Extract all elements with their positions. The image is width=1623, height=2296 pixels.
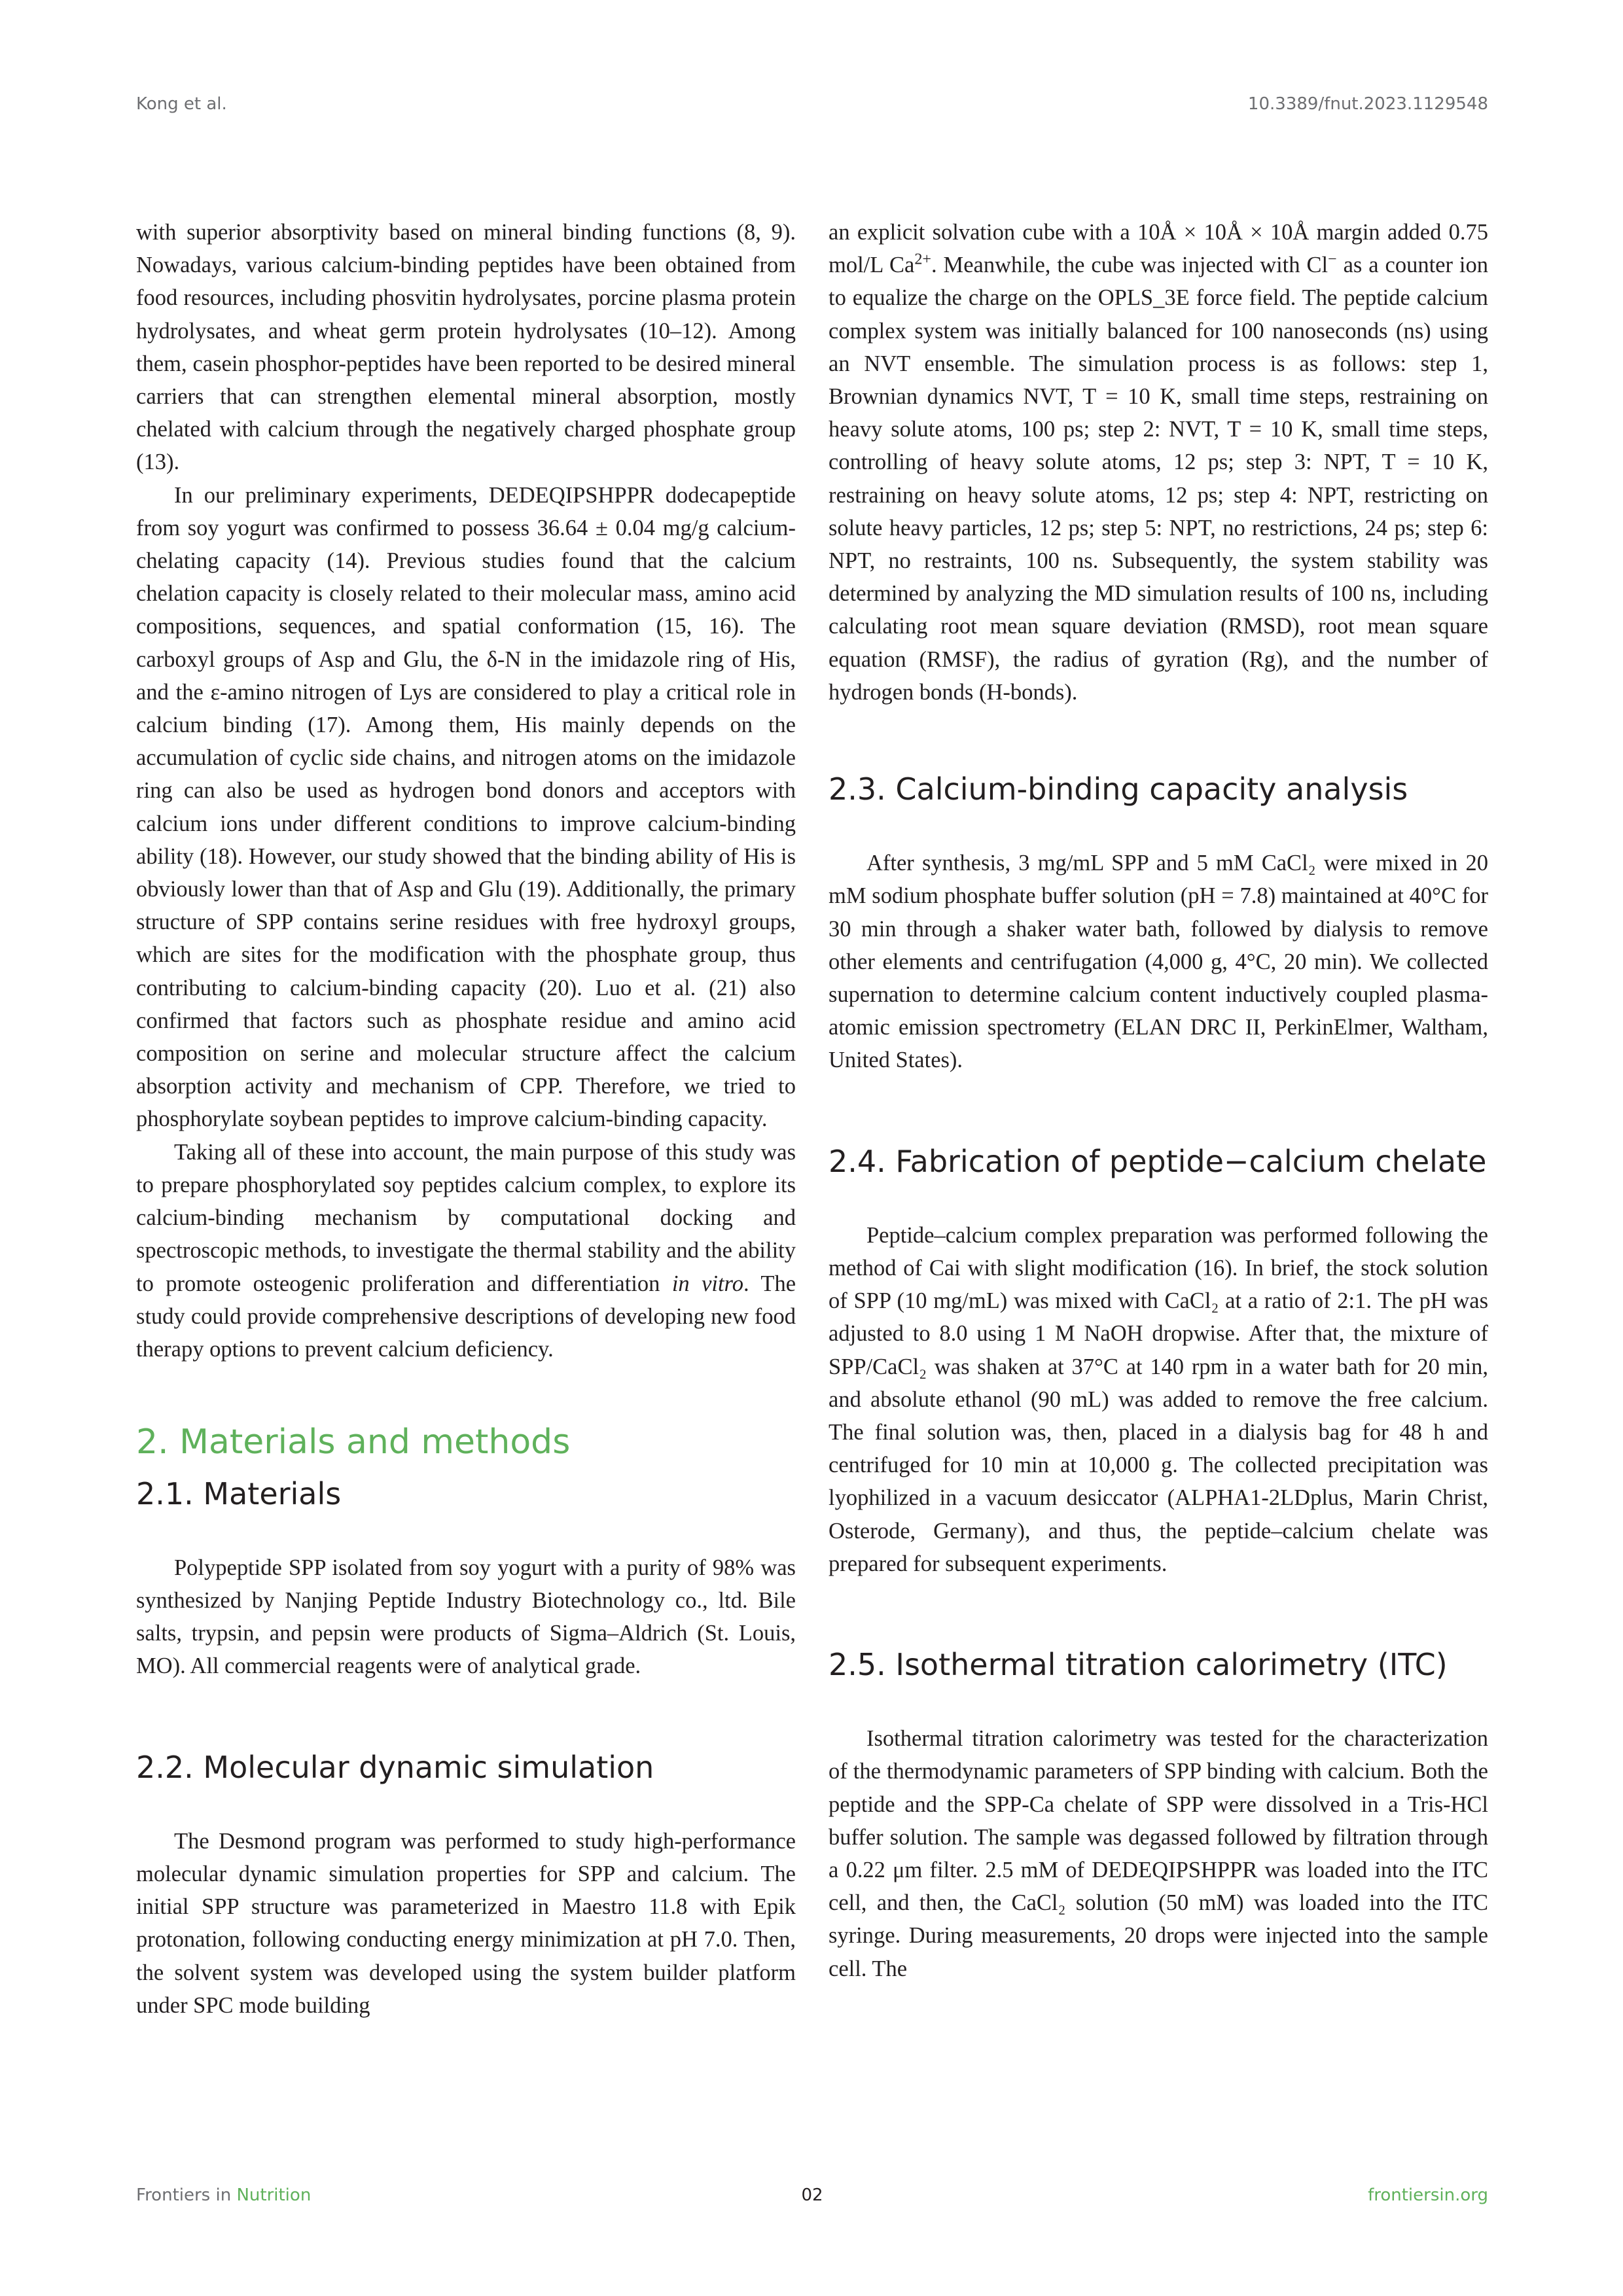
paragraph-2-3: After synthesis, 3 mg/mL SPP and 5 mM CaCl₂ were mixed in 20 mM sodium phosphate buffer solution (pH = 7.8) maintained at 40°C for 30 min through a shaker water bath, followed by dialysis to remove other elements and centrifugation (4,000 g, 4°C, 20 min). We collected supernation to determine calcium content inductively coupled plasma-atomic emission spectrometry (ELAN DRC II, PerkinElmer, Waltham, United States). xyxy=(829,851,1488,1073)
paragraph-2-1: Polypeptide SPP isolated from soy yogurt with a purity of 98% was synthesized by Nanjing Peptide Industry Biotechnology co., ltd. Bile salts, trypsin, and pepsin were products of Sigma–Aldrich (St. Louis, MO). All commercial reagents were of analytical grade. xyxy=(136,1555,796,1679)
running-footer xyxy=(136,2185,1488,2205)
subsection-heading-2-5: 2.5. Isothermal titration calorimetry (ITC) xyxy=(829,1647,1448,1683)
footer-journal-name: Nutrition xyxy=(236,2185,312,2205)
intro-paragraph-2: In our preliminary experiments, DEDEQIPSHPPR dodecapeptide from soy yogurt was confirmed to possess 36.64 ± 0.04 mg/g calcium-chelating capacity (14). Previous studies found that the calcium chelation capacity is closely related to their molecular mass, amino acid compositions, sequences, and spatial conformation (15, 16). The carboxyl groups of Asp and Glu, the δ-N in the imidazole ring of His, and the ε-amino nitrogen of Lys are considered to play a critical role in calcium binding (17). Among them, His mainly depends on the accumulation of cyclic side chains, and nitrogen atoms on the imidazole ring can also be used as hydrogen bond donors and acceptors with calcium ions under different conditions to improve calcium-binding ability (18). However, our study showed that the binding ability of His is obviously lower than that of Asp and Glu (19). Additionally, the primary structure of SPP contains serine residues with free hydroxyl groups, which are sites for the modification with the phosphate group, thus contributing to calcium-binding capacity (20). Luo et al. (21) also confirmed that factors such as phosphate residue and amino acid composition on serine and molecular structure affect the calcium absorption activity and mechanism of CPP. Therefore, we tried to phosphorylate soybean peptides to improve calcium-binding capacity. xyxy=(136,482,796,1132)
right-column xyxy=(829,216,1488,1985)
subsection-heading-2-2: 2.2. Molecular dynamic simulation xyxy=(136,1749,654,1785)
paragraph-2-5: Isothermal titration calorimetry was tested for the characterization of the thermodynamic parameters of SPP binding with calcium. Both the peptide and the SPP-Ca chelate of SPP were dissolved in a Tris-HCl buffer solution. The sample was degassed followed by filtration through a 0.22 μm filter. 2.5 mM of DEDEQIPSHPPR was loaded into the ITC cell, and then, the CaCl₂ solution (50 mM) was loaded into the ITC syringe. During measurements, 20 drops were injected into the sample cell. The xyxy=(829,1726,1488,1981)
header-doi: 10.3389/fnut.2023.1129548 xyxy=(1247,94,1488,114)
footer-page-number: 02 xyxy=(801,2185,823,2205)
md-sup-ca: 2+ xyxy=(914,250,931,268)
subsection-heading-2-3: 2.3. Calcium-binding capacity analysis xyxy=(829,771,1408,807)
header-authors: Kong et al. xyxy=(136,94,227,114)
paragraph-2-2: The Desmond program was performed to study high-performance molecular dynamic simulation properties for SPP and calcium. The initial SPP structure was parameterized in Maestro 11.8 with Epik protonation, following conducting energy minimization at pH 7.0. Then, the solvent system was developed using the system builder platform under SPC mode building xyxy=(136,1828,796,2018)
left-column xyxy=(136,216,796,2022)
intro-p3-text: Taking all of these into account, the main purpose of this study was to prepare phosphorylated soy peptides calcium complex, to explore its calcium-binding mechanism by computational docking and spectroscopic methods, to investigate the thermal stability and the ability to promote osteogenic proliferation and differentiation xyxy=(136,1139,796,1296)
footer-site-link[interactable]: frontiersin.org xyxy=(1368,2185,1488,2205)
intro-p3-italic: in vitro xyxy=(671,1271,743,1296)
intro-p3-text-end: . The study could provide comprehensive descriptions of developing new food therapy options to prevent calcium deficiency. xyxy=(136,1271,796,1362)
paragraph-2-4: Peptide–calcium complex preparation was performed following the method of Cai with slight modification (16). In brief, the stock solution of SPP (10 mg/mL) was mixed with CaCl₂ at a ratio of 2:1. The pH was adjusted to 8.0 using 1 M NaOH dropwise. After that, the mixture of SPP/CaCl₂ was shaken at 37°C at 140 rpm in a water bath for 20 min, and absolute ethanol (90 mL) was added to remove the free calcium. The final solution was, then, placed in a dialysis bag for 48 h and centrifuged for 10 min at 10,000 g. The collected precipitation was lyophilized in a vacuum desiccator (ALPHA1-2LDplus, Marin Christ, Osterode, Germany), and thus, the peptide–calcium chelate was prepared for subsequent experiments. xyxy=(829,1222,1488,1576)
subsection-heading-2-1: 2.1. Materials xyxy=(136,1475,342,1511)
md-text-a: an explicit solvation cube with a 10Å × 10Å × 10Å margin added 0.75 mol/L Ca xyxy=(829,220,1488,278)
intro-paragraph-1: with superior absorptivity based on mineral binding functions (8, 9). Nowadays, various calcium-binding peptides have been obtained from food resources, including phosvitin hydrolysates, porcine plasma protein hydrolysates, and wheat germ protein hydrolysates (10–12). Among them, casein phosphor-peptides have been reported to be desired mineral carriers that can strengthen elemental mineral absorption, mostly chelated with calcium through the negatively charged phosphate group (13). xyxy=(136,220,796,475)
running-header xyxy=(136,94,1488,114)
paragraph-md-continued xyxy=(829,216,1488,709)
intro-paragraph-3 xyxy=(136,1136,796,1366)
section-heading-materials-methods: 2. Materials and methods xyxy=(136,1422,571,1462)
subsection-heading-2-4: 2.4. Fabrication of peptide−calcium chelate xyxy=(829,1143,1487,1179)
md-text-c: as a counter ion to equalize the charge on the OPLS_3E force field. The peptide calcium complex system was initially balanced for 100 nanoseconds (ns) using an NVT ensemble. The simulation process is as follows: step 1, Brownian dynamics NVT, T = 10 K, small time steps, restraining on heavy solute atoms, 100 ps; step 2: NVT, T = 10 K, small time steps, controlling of heavy solute atoms, 12 ps; step 3: NPT, T = 10 K, restraining on heavy solute atoms, 12 ps; step 4: NPT, restricting on solute heavy particles, 12 ps; step 5: NPT, no restrictions, 24 ps; step 6: NPT, no restraints, 100 ns. Subsequently, the system stability was determined by analyzing the MD simulation results of 100 ns, including calculating root mean square deviation (RMSD), root mean square equation (RMSF), the radius of gyration (Rg), and the number of hydrogen bonds (H-bonds). xyxy=(829,253,1488,705)
footer-journal-prefix: Frontiers in xyxy=(136,2185,232,2205)
md-text-b: . Meanwhile, the cube was injected with Cl xyxy=(931,253,1329,278)
md-sup-cl: − xyxy=(1328,250,1337,268)
